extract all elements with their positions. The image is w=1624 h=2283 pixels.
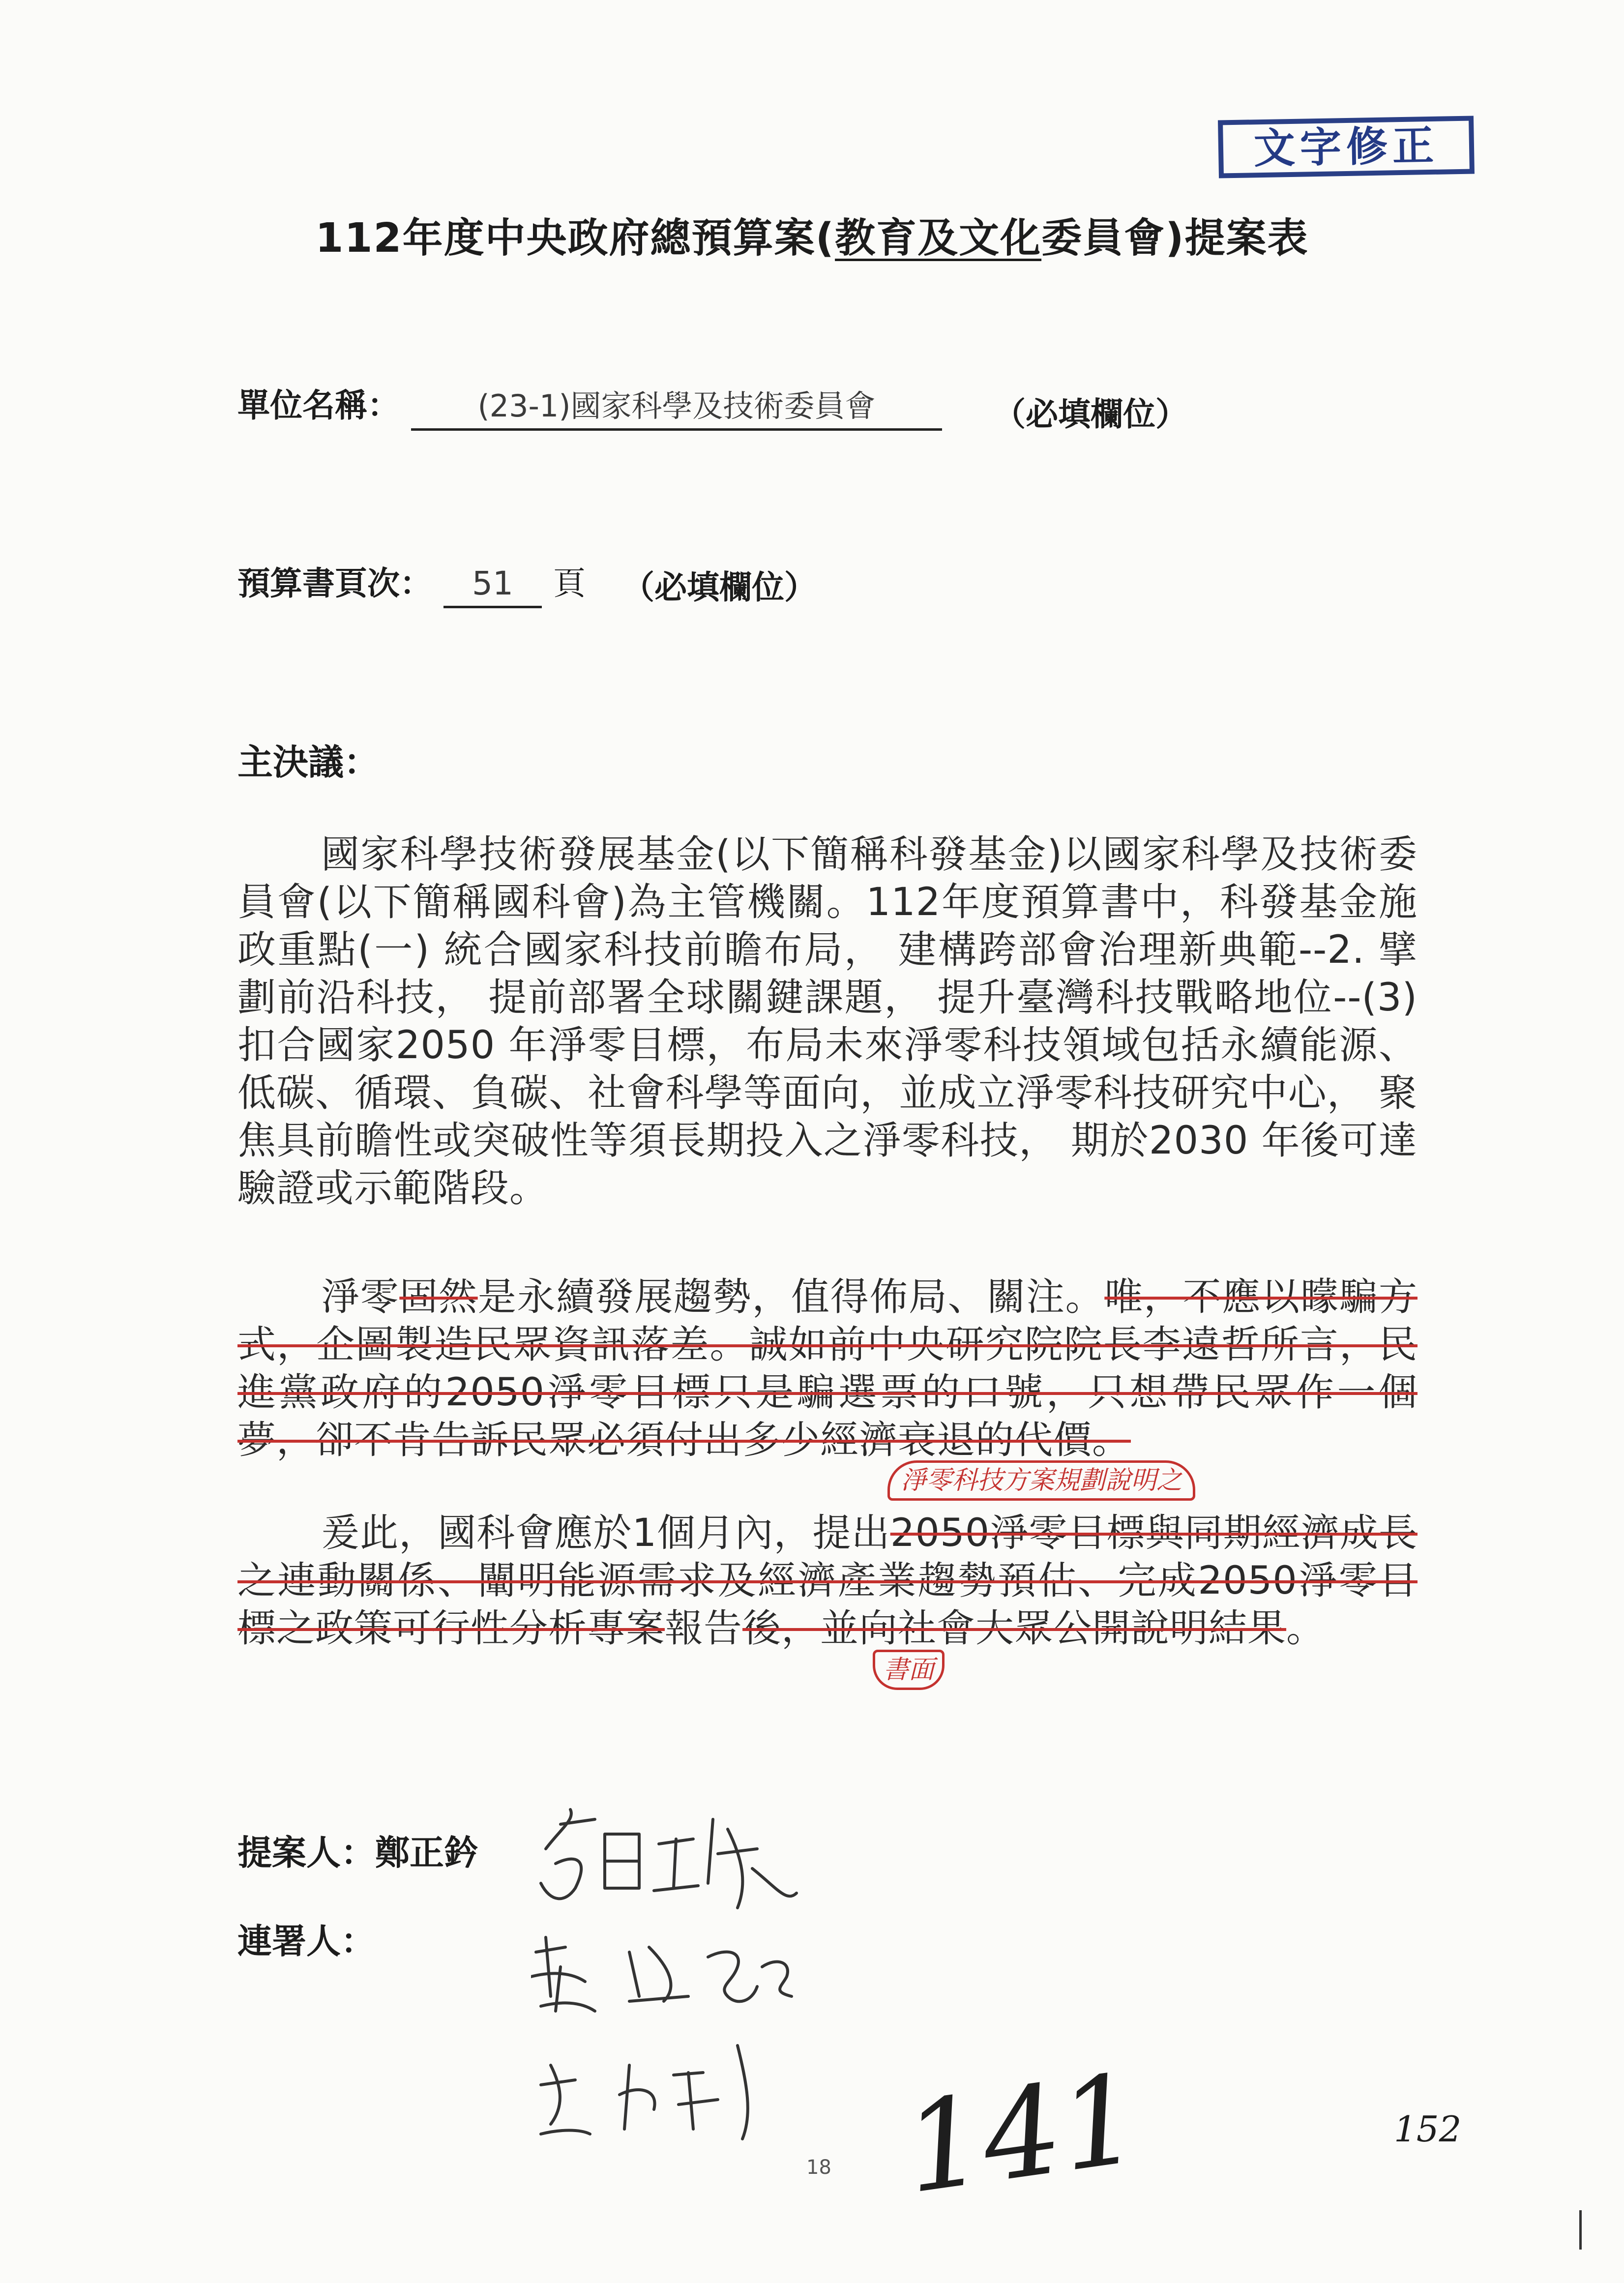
resolution-paragraph-1: 國家科學技術發展基金(以下簡稱科發基金)以國家科學及技術委員會(以下簡稱國科會)為主管機關。112年度預算書中，科發基金施政重點(一) 統合國家科技前瞻布局， 建構跨部會治理新典範--2. 擘劃前沿科技， 提前部署全球關鍵課題， 提升臺灣科技戰略地位--(3) 扣合國家2050 年淨零目標，布局未來淨零科技領域包括永續能源、低碳、循環、負碳、社會科學等面向，並成立淨零科技研究中心， 聚焦具前瞻性或突破性等須長期投入之淨零科技， 期於2030 年後可達驗證或示範階段。: [237, 832, 1417, 1211]
handwritten-number-main: 141: [896, 2046, 1149, 2221]
resolution-paragraph-2: [237, 1274, 1417, 1464]
title-committee: 教育及文化: [835, 215, 1042, 262]
p2-struck-2: 唯，不應以矇騙方式，企圖製造民眾資訊落差。誠如前中央研究院院長李遠哲所言，民進黨政府的2050淨零目標只是騙選票的口號，只想帶民眾作一個夢，卻不肯告訴民眾必須付出多少經濟衰退的代價。: [237, 1275, 1417, 1462]
page-value: 51: [443, 562, 542, 608]
title-suffix: 委員會)提案表: [1041, 215, 1309, 262]
p3-struck-2: 後，並向社會大眾公開說明結果: [742, 1606, 1287, 1651]
unit-required-note: （必填欄位）: [993, 395, 1188, 433]
cosigner-label: 連署人：: [237, 1921, 375, 1961]
p2-text-b: 是永續發展趨勢，值得佈局、關注。: [477, 1275, 1105, 1319]
resolution-paragraph-3: [237, 1510, 1417, 1653]
resolution-heading: 主決議：: [237, 741, 380, 783]
unit-field: [237, 384, 942, 431]
p3-text-c: 。: [1286, 1606, 1326, 1651]
unit-label: 單位名稱：: [237, 386, 400, 424]
p3-text-b: 報告: [665, 1606, 743, 1651]
page-number: 18: [806, 2156, 831, 2179]
unit-value: (23-1)國家科學及技術委員會: [411, 384, 942, 431]
p3-struck-1: 2050淨零目標與同期經濟成長之連動關係、闡明能源需求及經濟產業趨勢預估、完成2050淨零目標之政策可行性分析專案: [237, 1511, 1417, 1651]
correction-stamp: 文字修正: [1218, 116, 1475, 178]
p2-text-a: 淨零: [321, 1275, 400, 1319]
handwritten-insertion-1: 淨零科技方案規劃說明之: [887, 1460, 1195, 1501]
title-prefix: 112年度中央政府總預算案(: [315, 215, 835, 262]
proposer-name: 鄭正鈐: [375, 1833, 478, 1873]
p2-struck-1: 固然: [399, 1275, 478, 1319]
page-label: 預算書頁次：: [237, 564, 432, 602]
handwritten-signatures: [531, 1790, 836, 2144]
handwritten-number-side: 152: [1394, 2108, 1462, 2150]
proposer-row: [237, 1829, 478, 1876]
proposer-label: 提案人：: [237, 1833, 375, 1873]
page-unit: 頁: [553, 564, 586, 602]
p3-text-a: 爰此，國科會應於1個月內，提出: [321, 1511, 890, 1555]
page-required-note: （必填欄位）: [622, 568, 817, 606]
margin-mark: [1579, 2210, 1582, 2250]
page-field: [237, 562, 586, 608]
document-title: [0, 211, 1624, 266]
handwritten-insertion-2: 書面: [873, 1650, 945, 1690]
